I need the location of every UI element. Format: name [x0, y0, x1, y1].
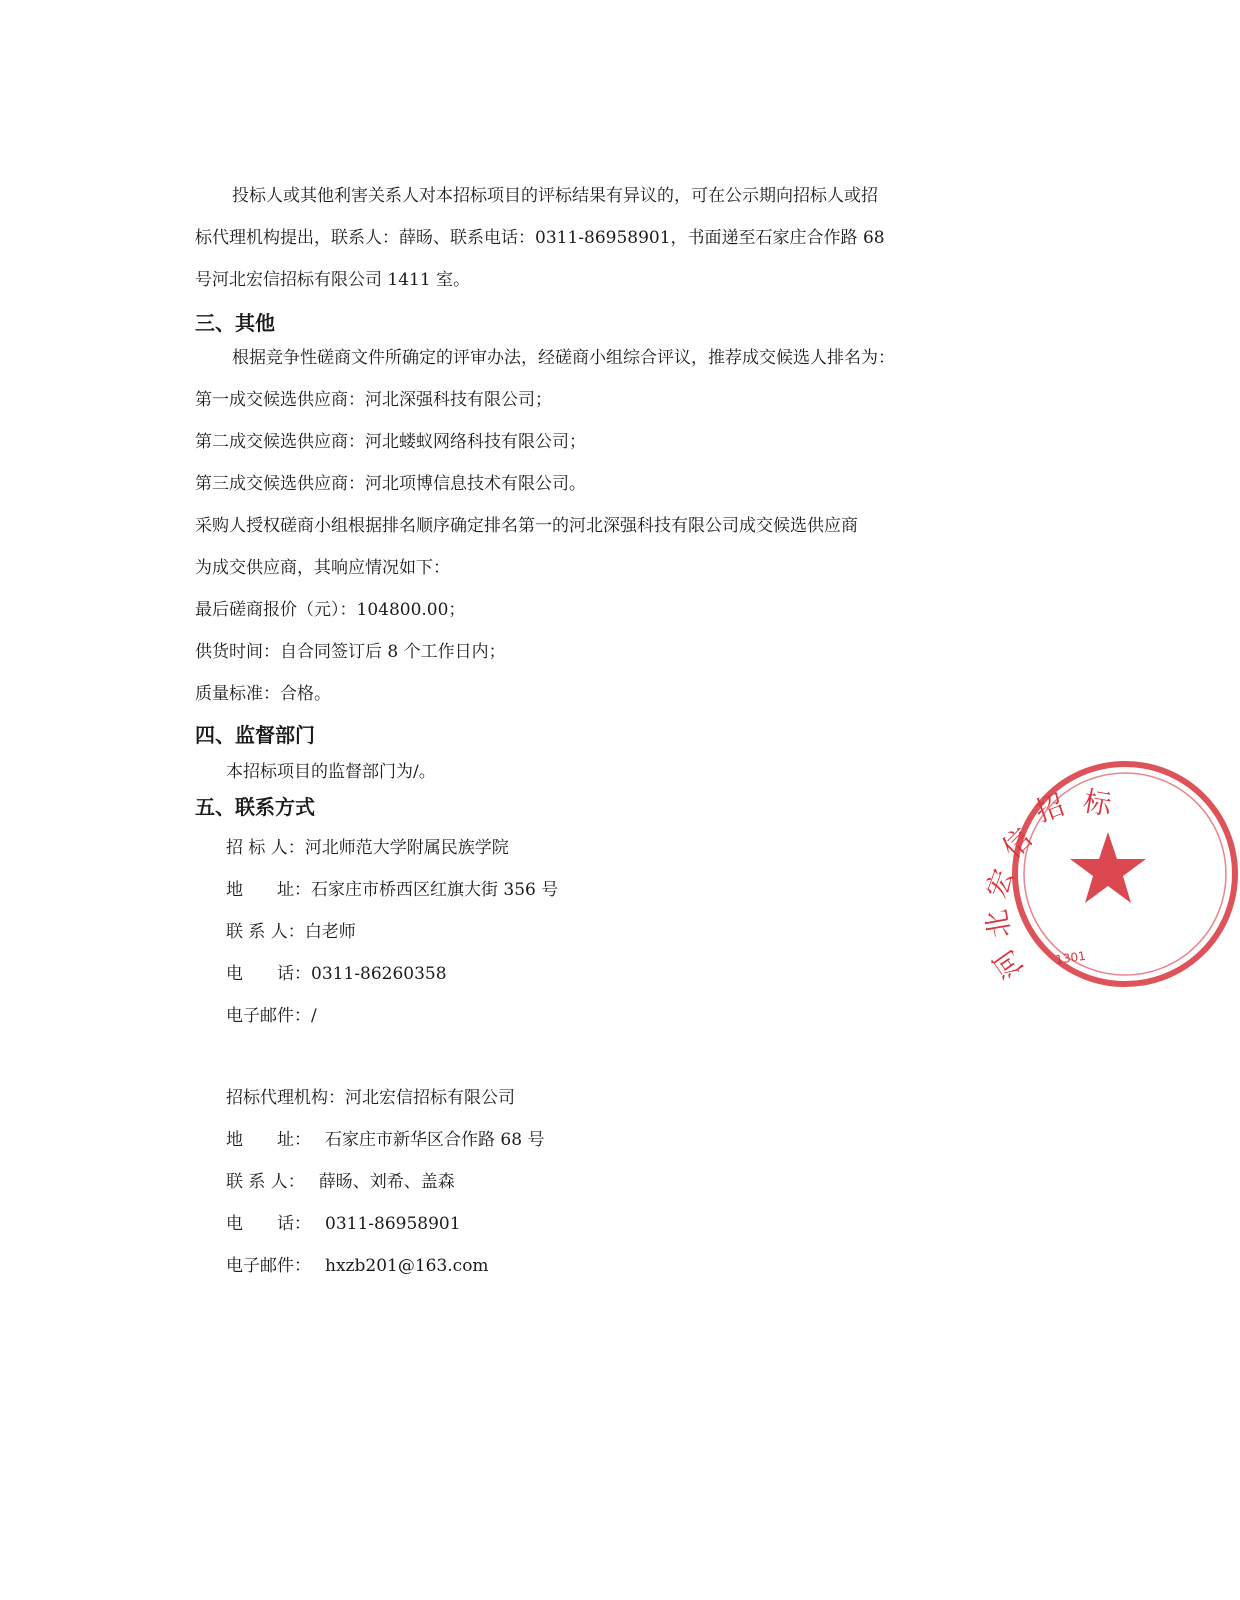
field-label: 电 话： — [226, 964, 311, 984]
field-label: 招 标 人： — [226, 838, 305, 858]
field-label: 地 址： — [226, 1130, 311, 1150]
seal-character: 招 — [1031, 787, 1069, 829]
agency-name-row — [226, 1086, 515, 1110]
final-price: 最后磋商报价（元）：104800.00； — [195, 600, 466, 620]
tenderer-address-row — [226, 878, 558, 902]
authorization-line-1: 采购人授权磋商小组根据排名顺序确定排名第一的河北深强科技有限公司成交候选供应商 — [195, 516, 858, 536]
delivery-time: 供货时间：自合同签订后 8 个工作日内； — [195, 642, 506, 662]
agency-phone-row — [226, 1212, 461, 1236]
objection-line-1: 投标人或其他利害关系人对本招标项目的评标结果有异议的，可在公示期向招标人或招 — [232, 186, 878, 206]
section-3-intro: 根据竞争性磋商文件所确定的评审办法，经磋商小组综合评议，推荐成交候选人排名为： — [232, 348, 895, 368]
candidate-2: 第二成交候选供应商：河北蝼蚁网络科技有限公司； — [195, 432, 586, 452]
tenderer-name-row — [226, 836, 509, 860]
objection-line-3: 号河北宏信招标有限公司 1411 室。 — [195, 270, 471, 290]
field-label: 招标代理机构： — [226, 1088, 345, 1108]
field-value: 0311-86260358 — [311, 964, 447, 984]
candidate-3: 第三成交候选供应商：河北项博信息技术有限公司。 — [195, 474, 586, 494]
objection-line-2: 标代理机构提出，联系人：薛旸、联系电话：0311-86958901，书面递至石家庄合作路 68 — [195, 228, 885, 248]
field-value: hxzb201@163.com — [325, 1256, 489, 1276]
field-value: 石家庄市新华区合作路 68 号 — [325, 1130, 545, 1150]
field-label: 电 话： — [226, 1214, 311, 1234]
seal-character: 标 — [1080, 784, 1115, 822]
tenderer-email-row — [226, 1004, 317, 1028]
tenderer-contact-row — [226, 920, 356, 944]
seal-star-icon — [1070, 832, 1146, 903]
authorization-line-2: 为成交供应商，其响应情况如下： — [195, 558, 450, 578]
seal-character: 河 — [986, 943, 1030, 985]
field-value: 河北师范大学附属民族学院 — [304, 838, 509, 858]
field-value: 白老师 — [304, 922, 356, 942]
section-4-title: 四、监督部门 — [195, 723, 315, 747]
company-seal — [979, 758, 1131, 994]
agency-email-row — [226, 1254, 489, 1278]
field-value: 石家庄市桥西区红旗大街 356 号 — [311, 880, 559, 900]
field-label: 电子邮件： — [226, 1006, 311, 1026]
quality-standard: 质量标准：合格。 — [195, 684, 331, 704]
field-label: 联 系 人： — [226, 1172, 305, 1192]
seal-graphic — [979, 758, 1240, 994]
agency-address-row — [226, 1128, 544, 1152]
field-label: 联 系 人： — [226, 922, 305, 942]
seal-character: 宏 — [979, 864, 1021, 903]
candidate-1: 第一成交候选供应商：河北深强科技有限公司； — [195, 390, 552, 410]
supervision-text: 本招标项目的监督部门为/。 — [226, 762, 436, 782]
field-value: / — [311, 1006, 317, 1026]
field-label: 电子邮件： — [226, 1256, 311, 1276]
section-3-title: 三、其他 — [195, 311, 275, 335]
seal-character: 北 — [979, 907, 1017, 941]
agency-contact-row — [226, 1170, 455, 1194]
field-label: 地 址： — [226, 880, 311, 900]
field-value: 薛旸、刘希、盖森 — [318, 1172, 455, 1192]
section-5-title: 五、联系方式 — [195, 795, 315, 819]
field-value: 河北宏信招标有限公司 — [345, 1088, 515, 1108]
tenderer-phone-row — [226, 962, 447, 986]
field-value: 0311-86958901 — [325, 1214, 461, 1234]
seal-number: 1301 — [1054, 948, 1087, 967]
seal-character: 信 — [995, 821, 1039, 865]
